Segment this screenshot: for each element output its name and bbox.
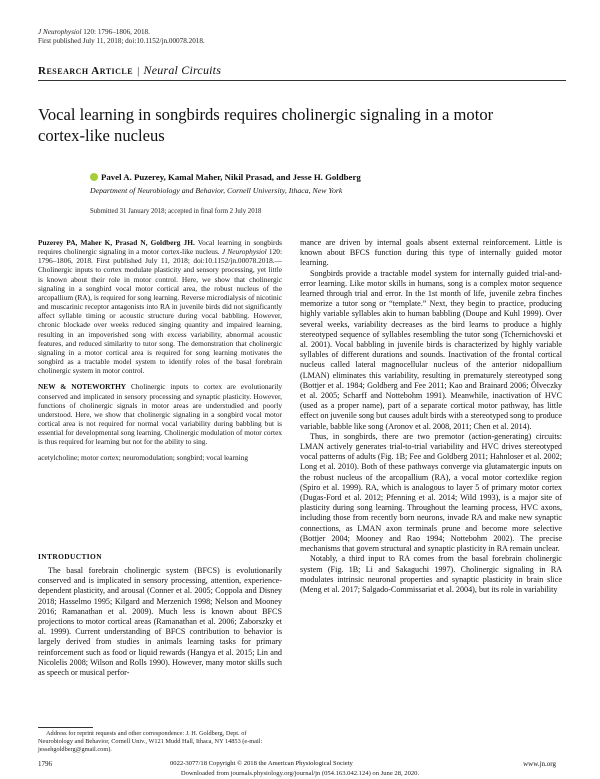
abstract-authors: Puzerey PA, Maher K, Prasad N, Goldberg JH. xyxy=(38,238,195,247)
article-type-line xyxy=(38,63,221,78)
page-number: 1796 xyxy=(38,760,52,768)
article-type: Research Article xyxy=(38,65,134,77)
right-column xyxy=(300,238,562,595)
authors-text: Pavel A. Puzerey, Kamal Maher, Nikil Prasad, and Jesse H. Goldberg xyxy=(101,172,361,182)
header-rule xyxy=(38,80,566,81)
abstract-body: 120: 1796–1806, 2018. First published July 11, 2018; doi:10.1152/jn.00078.2018.—Cholinergic inputs to cortex modulate plasticity and sensory processing, yet little is known about their role in motor control. Here, we show that cholinergic signaling in a songbird vocal motor cortical area, the robust nucleus of the arcopallium (RA), is required for song learning. Reverse microdialysis of nicotinic and muscarinic receptor antagonists into RA in juvenile birds did not significantly affect syllable timing or acoustic structure during vocal babbling. However, chronic blockade over weeks reduced singing quantity and impaired learning, resulting in an impoverished song with excess variability, abnormal acoustic features, and reduced similarity to tutor song. The demonstration that cholinergic signaling in a motor cortical area is required for song learning motivates the songbird as a tractable model system to identify roles of the basal forebrain cholinergic system in motor control. xyxy=(38,247,282,376)
right-paragraph-4: Notably, a third input to RA comes from the basal forebrain cholinergic system (Fig. 1B; Li and Sakaguchi 1997). Cholinergic signaling in RA modulates intrinsic neuronal properties and synaptic plasticity in brain slice (Meng et al. 2017; Salgado-Commissariat et al. 2004), but its role in variability xyxy=(300,554,562,594)
abstract-title-text: Vocal learning in songbirds requires cholinergic signaling in a motor cortex-like nucleus. xyxy=(38,238,282,257)
article-title: Vocal learning in songbirds requires cholinergic signaling in a motor cortex-like nucleus xyxy=(38,105,494,145)
intro-paragraph-1: The basal forebrain cholinergic system (BFCS) is evolutionarily conserved and is implicated in sensory processing, attention, experience-dependent plasticity, and arousal (Conner et al. 2005; Coppola and Disney 2018; Hasselmo 1995; Kilgard and Merzenich 1998; Nelson and Mooney 2016; Ramanathan et al. 2009). Much less is known about BFCS projections to motor cortical areas (Ramanathan et al. 2006; Zaborszky et al. 1999). Current understanding of BFCS contribution to behavior is largely derived from studies in animals learning tasks for primary reinforcement such as food or liquid rewards (Hangya et al. 2015; Lin and Nicolelis 2008; Wilson and Rolls 1990). However, many motor skills such as speech or musical perfor- xyxy=(38,566,282,678)
author-list xyxy=(90,172,361,182)
right-paragraph-cont: mance are driven by internal goals absent external reinforcement. Little is known about BFCS function during this type of internally guided motor learning. xyxy=(300,238,562,268)
section-name: Neural Circuits xyxy=(143,63,222,77)
journal-url[interactable]: www.jn.org xyxy=(523,760,556,768)
intro-left-column xyxy=(38,566,282,678)
new-noteworthy xyxy=(38,382,282,446)
right-paragraph-3: Thus, in songbirds, there are two premotor (action-generating) circuits: LMAN actively generates trial-to-trial variability and HVC drives stereotyped vocal patterns of adults (Fig. 1B; Fee and Goldberg 2011; Hahnloser et al. 2002; Long et al. 2010). Both of these pathways converge via glutamatergic inputs on the robust nucleus of the arcopallium (RA), a vocal motor cortexlike region (Spiro et al. 1999). RA, which is analogous to layer 5 of primary motor cortex (Dugas-Ford et al. 2012; Pfenning et al. 2014; Wild 1993), is a major site of plasticity during song learning. Throughout the learning process, HVC axons, including those from recently born neurons, invade RA and make new synaptic connections, as LMAN axon terminals prune and become more selective (Bottjer 2004; Mooney and Rao 1994; Nottebohm 2002). The precise mechanisms that govern structural and synaptic plasticity in RA remain unclear. xyxy=(300,431,562,554)
footnote-rule xyxy=(38,727,93,728)
abstract-journal: J Neurophysiol xyxy=(221,247,267,257)
affiliation: Department of Neurobiology and Behavior, Cornell University, Ithaca, New York xyxy=(90,186,343,195)
new-noteworthy-text: Cholinergic inputs to cortex are evolutionarily conserved and implicated in sensory processing and synaptic plasticity. However, functions of cholinergic signals in motor areas are understudied and poorly understood. Here, we show that cholinergic signaling in a songbird vocal motor cortical area is not required for normal vocal variability during babbling but is essential for developmental song learning. Cholinergic modulation of motor cortex is thus required for learning but not for the ability to sing. xyxy=(38,382,283,447)
footnote: Address for reprint requests and other correspondence: J. H. Goldberg, Dept. of Neurobiology and Behavior, Cornell Univ., W121 Mudd Hall, Ithaca, NY 14853 (e-mail: jessehgoldberg@gmail.com). xyxy=(38,730,263,753)
journal-name: J Neurophysiol xyxy=(38,28,82,36)
keywords: acetylcholine; motor cortex; neuromodulation; songbird; vocal learning xyxy=(38,453,249,463)
copyright: 0022-3077/18 Copyright © 2018 the American Physiological Society xyxy=(170,760,353,767)
journal-citation xyxy=(38,28,205,46)
abstract-paragraph xyxy=(38,238,282,375)
download-notice: Downloaded from journals.physiology.org/journal/jn (054.163.042.124) on June 28, 2020. xyxy=(180,770,420,777)
separator: | xyxy=(137,65,140,77)
submission-dates: Submitted 31 January 2018; accepted in final form 2 July 2018 xyxy=(90,208,262,215)
right-paragraph-2: Songbirds provide a tractable model system for internally guided trial-and-error learning. Like motor skills in humans, song is a complex motor sequence learned through trial and error. In the 1st month of life, juvenile zebra finches memorize a tutor song or “template.” Next, they begin to practice, producing highly variable syllables akin to human babbling (Doupe and Kuhl 1999). Over several weeks, variability decreases as the bird learns to produce a highly stereotyped sequence of syllables resembling the tutor song (Tchernichovski et al. 2001). Vocal babbling in juvenile birds is characterized by highly variable syllables of different durations and sounds. Inactivation of the frontal cortical nucleus called lateral magnocellular nucleus of the anterior nidopallium (LMAN) eliminates this variability, resulting in prematurely stereotyped song (Bottjer et al. 1984; Goldberg and Fee 2011; Kao and Brainard 2006; Ölveczky et al. 2005; Scharff and Nottebohm 1991). Meanwhile, inactivation of HVC (used as a proper name), part of a separate cortical motor pathway, has little effect on juvenile song but causes adult birds with a stereotyped song to produce variable, babble like song (Aronov et al. 2008, 2011; Chen et al. 2014). xyxy=(300,268,562,431)
intro-heading: INTRODUCTION xyxy=(38,552,102,561)
journal-volume-pages: 120: 1796–1806, 2018. xyxy=(81,28,150,36)
new-noteworthy-label: NEW & NOTEWORTHY xyxy=(38,382,127,392)
published-line: First published July 11, 2018; doi:10.1152/jn.00078.2018. xyxy=(38,37,205,45)
orcid-icon[interactable] xyxy=(90,173,98,181)
abstract xyxy=(38,238,282,463)
